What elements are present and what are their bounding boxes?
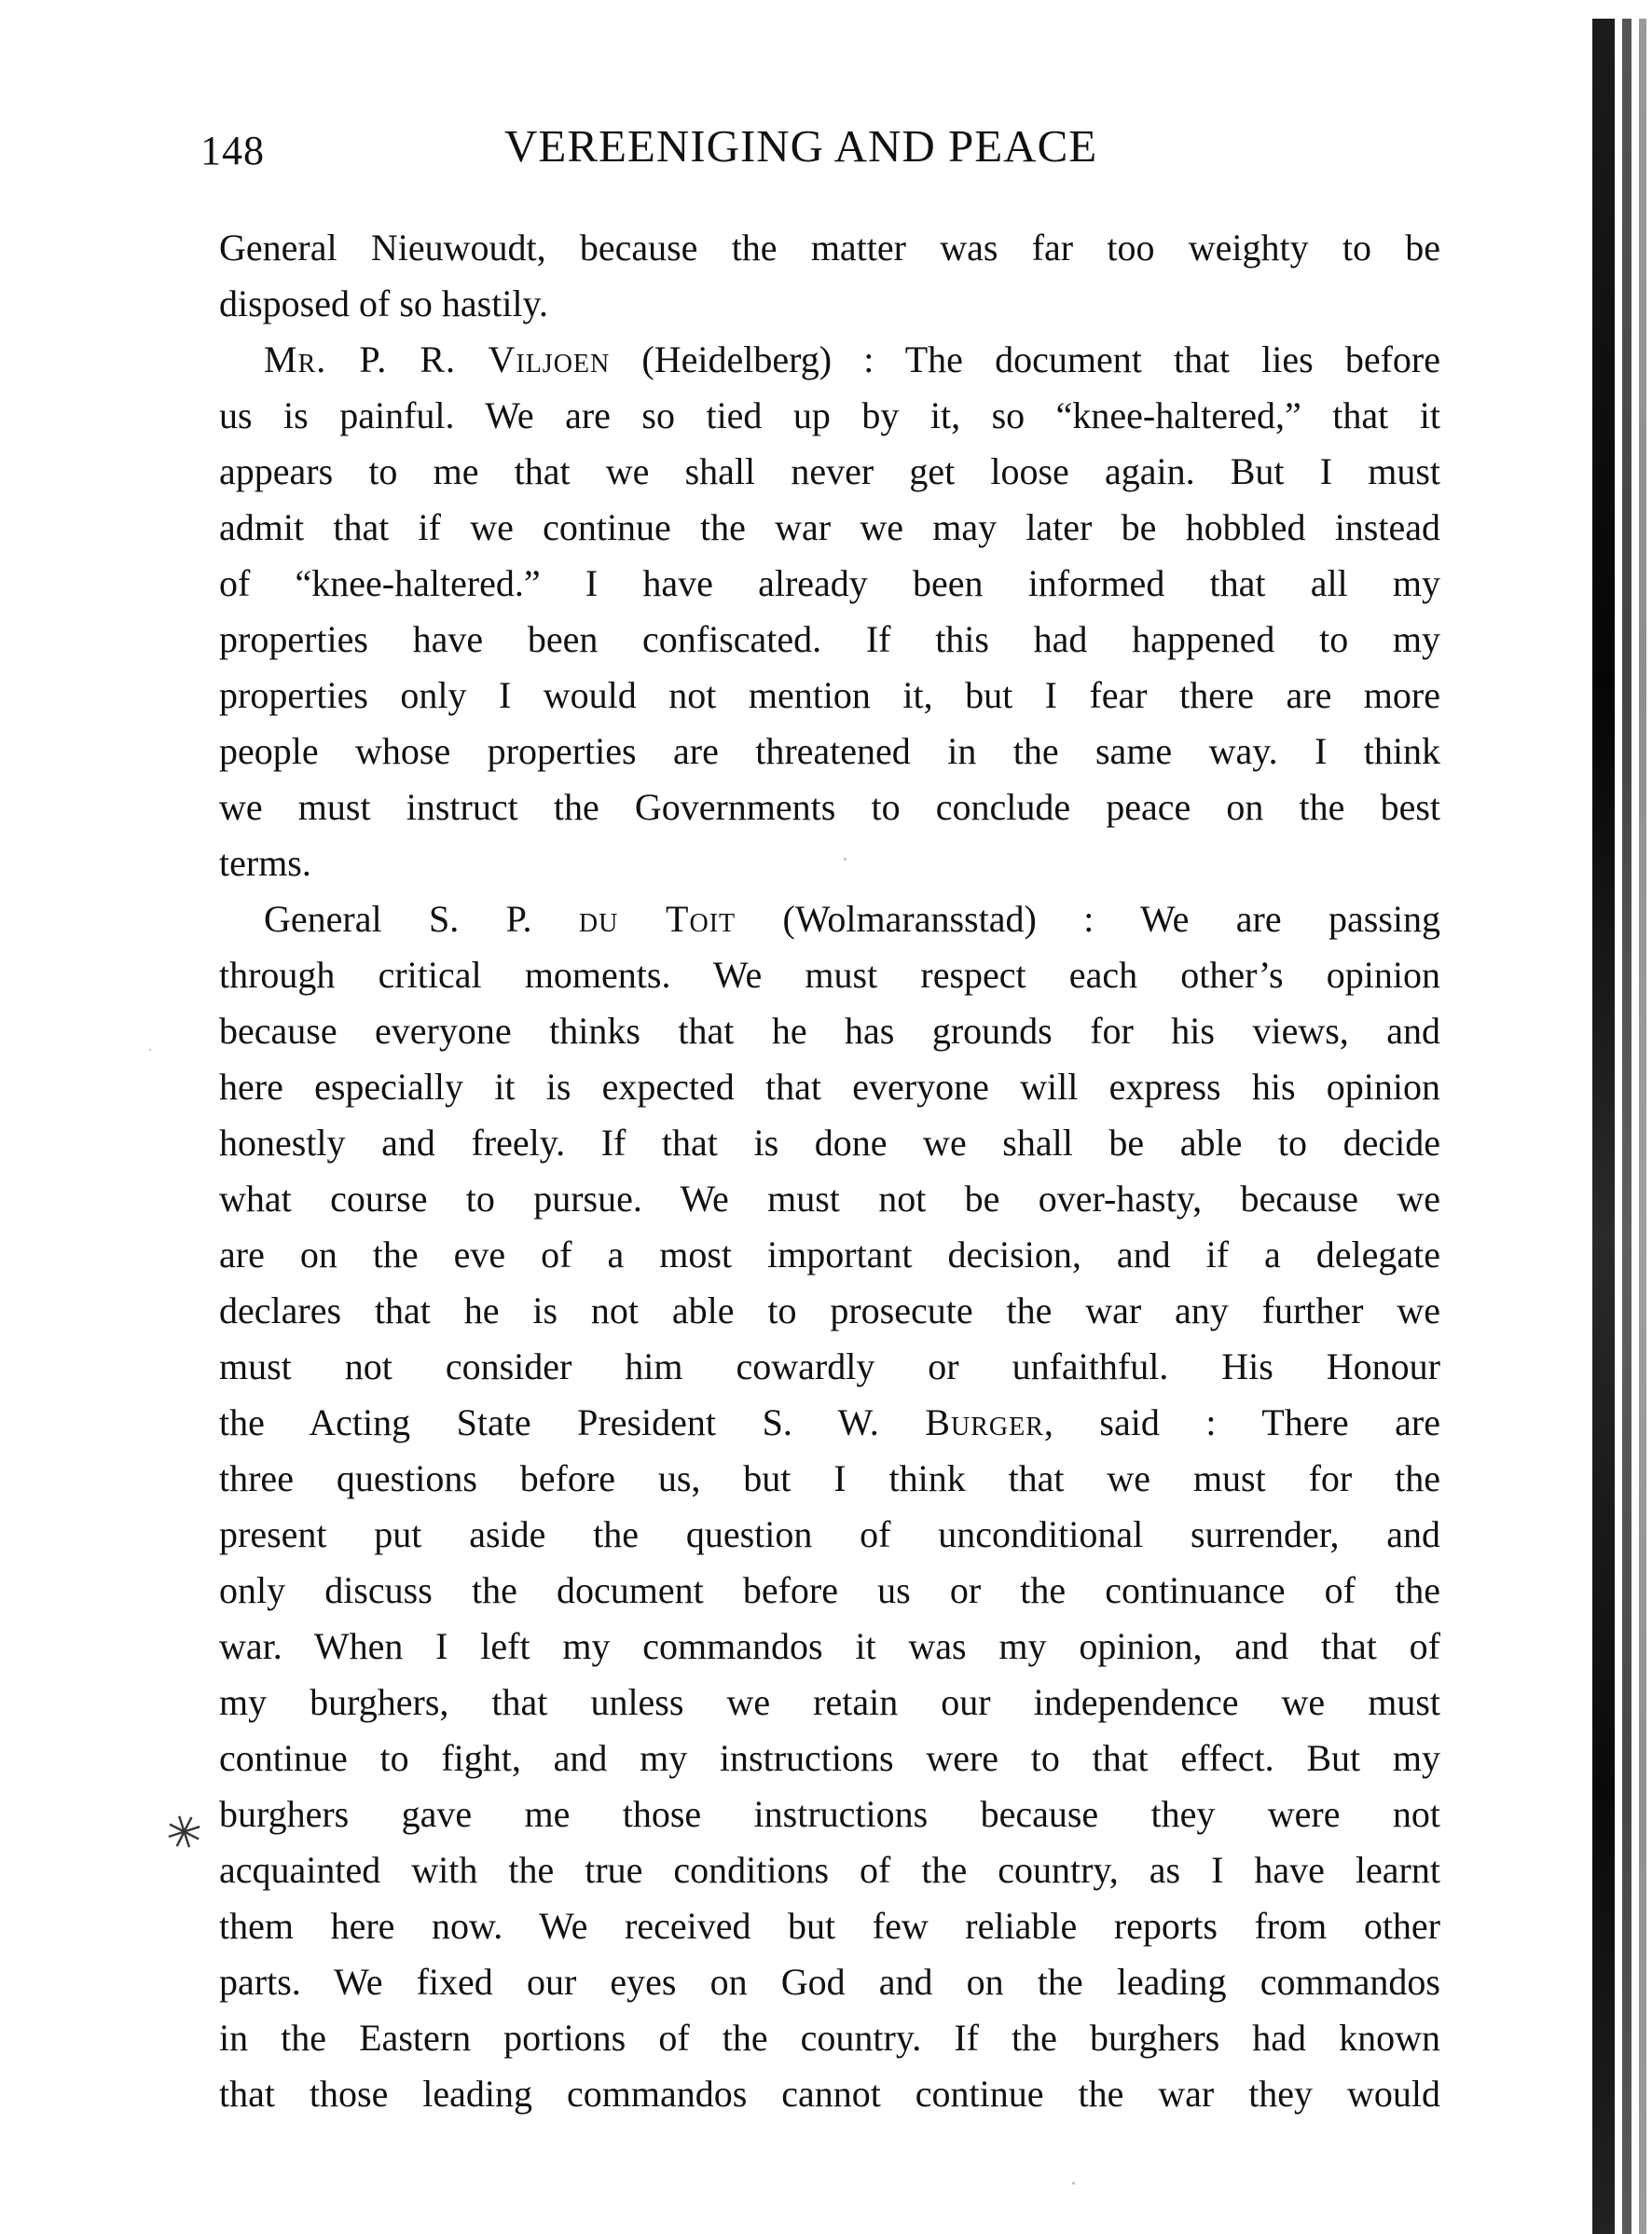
body-text: [219, 220, 1440, 2122]
text-line: honestly and freely. If that is done we shall be able to decide: [219, 1122, 1440, 1164]
text-line: three questions before us, but I think that we must for the: [219, 1457, 1440, 1499]
text-line: properties have been confiscated. If this had happened to my: [219, 618, 1440, 660]
speaker-text: (Wolmaransstad) : We are passing: [736, 898, 1441, 940]
page-header: [200, 119, 1440, 185]
text-line: in the Eastern portions of the country. If the burghers had known: [219, 2017, 1440, 2059]
text-line: terms.: [219, 842, 311, 884]
speaker-line: [219, 891, 1440, 947]
text-line: we must instruct the Governments to conclude peace on the best: [219, 786, 1440, 828]
text-line: through critical moments. We must respect each other’s opinion: [219, 954, 1440, 996]
gutter-band: [1592, 19, 1615, 2234]
text-line: what course to pursue. We must not be over-hasty, because we: [219, 1178, 1440, 1220]
text-fragment: , said : There are: [1043, 1401, 1440, 1443]
text-line: properties only I would not mention it, but I fear there are more: [219, 674, 1440, 716]
page-number: 148: [200, 128, 265, 173]
gutter-band: [1639, 19, 1646, 2234]
text-line: only discuss the document before us or the continuance of the: [219, 1569, 1440, 1611]
text-line: people whose properties are threatened in the same way. I think: [219, 730, 1440, 772]
paper-speck: [149, 1049, 151, 1051]
text-line: war. When I left my commandos it was my opinion, and that of: [219, 1625, 1440, 1667]
running-title: VEREENIGING AND PEACE: [504, 120, 1098, 172]
speaker-name: Burger: [925, 1401, 1044, 1443]
speaker-name: Mr. P. R. Viljoen: [264, 338, 611, 380]
paper-speck: [844, 858, 847, 861]
text-line: acquainted with the true conditions of the country, as I have learnt: [219, 1849, 1440, 1891]
text-line: that those leading commandos cannot continue the war they would: [219, 2073, 1440, 2115]
text-line: my burghers, that unless we retain our independence we must: [219, 1681, 1440, 1723]
speaker-line: [219, 332, 1440, 388]
gutter-band: [1622, 19, 1631, 2234]
text-line: admit that if we continue the war we may later be hobbled instead: [219, 506, 1440, 548]
text-line: us is painful. We are so tied up by it, so “knee-haltered,” that it: [219, 394, 1440, 436]
speaker-text: (Heidelberg) : The document that lies before: [610, 338, 1440, 380]
speaker-title: General S. P.: [264, 898, 579, 940]
text-line: because everyone thinks that he has grounds for his views, and: [219, 1010, 1440, 1052]
text-line: appears to me that we shall never get loose again. But I must: [219, 450, 1440, 492]
text-line: must not consider him cowardly or unfaithful. His Honour: [219, 1345, 1440, 1387]
margin-asterisk-mark: ✳: [158, 1804, 211, 1863]
text-line: burghers gave me those instructions because they were not: [219, 1793, 1440, 1835]
text-line: here especially it is expected that everyone will express his opinion: [219, 1066, 1440, 1108]
text-line: declares that he is not able to prosecute the war any further we: [219, 1289, 1440, 1331]
text-line: present put aside the question of unconditional surrender, and: [219, 1513, 1440, 1555]
binding-gutter-shadow: [1585, 19, 1652, 2234]
text-fragment: the Acting State President S. W.: [219, 1401, 926, 1443]
paper-speck: [1072, 2182, 1075, 2185]
text-line: General Nieuwoudt, because the matter was far too weighty to be: [219, 227, 1440, 269]
text-line: continue to fight, and my instructions were to that effect. But my: [219, 1737, 1440, 1779]
text-line: [219, 1395, 1440, 1451]
text-line: disposed of so hastily.: [219, 283, 548, 324]
text-line: are on the eve of a most important decision, and if a delegate: [219, 1234, 1440, 1276]
text-line: them here now. We received but few reliable reports from other: [219, 1905, 1440, 1947]
text-line: parts. We fixed our eyes on God and on the leading commandos: [219, 1961, 1440, 2003]
speaker-name: du Toit: [578, 898, 737, 940]
text-line: of “knee-haltered.” I have already been informed that all my: [219, 562, 1440, 604]
